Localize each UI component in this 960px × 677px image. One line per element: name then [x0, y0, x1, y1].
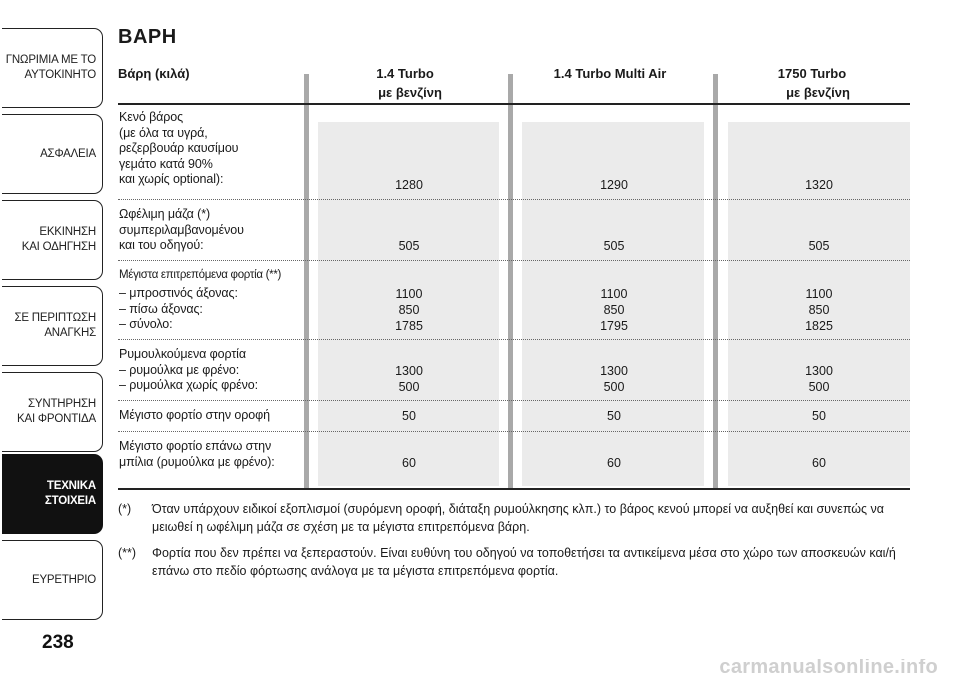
table-cell: 1320	[805, 178, 833, 192]
row-label-title: Μέγιστα επιτρεπόμενα φορτία (**)	[119, 269, 282, 281]
row-label: Ρυμουλκούμενα φορτία – ρυμούλκα με φρένο: – ρυμούλκα χωρίς φρένο:	[119, 347, 258, 392]
row-label: Μέγιστο φορτίο επάνω στην μπίλια (ρυμούλκα με φρένο):	[119, 439, 275, 469]
tab-getting-to-know[interactable]: ΓΝΩΡΙΜΙΑ ΜΕ ΤΟ ΑΥΤΟΚΙΝΗΤΟ	[2, 28, 103, 108]
tab-starting-driving[interactable]: ΕΚΚΙΝΗΣΗ ΚΑΙ ΟΔΗΓΗΣΗ	[2, 200, 103, 280]
table-cell: 1300 500	[600, 364, 628, 394]
table-cell: 505	[808, 239, 830, 253]
watermark: carmanualsonline.info	[719, 659, 938, 677]
row-label: Μέγιστο φορτίο στην οροφή	[119, 408, 270, 422]
watermark-banner	[0, 659, 960, 677]
table-cell: 1290	[600, 178, 628, 192]
table-cell: 50	[812, 409, 826, 423]
column-header-name: 1750 Turbo	[777, 66, 847, 81]
column-header-name: 1.4 Turbo Multi Air	[553, 66, 667, 81]
table-cell: 50	[607, 409, 621, 423]
table-cell: 1100 850 1825	[805, 287, 833, 333]
table-cell: 60	[812, 456, 826, 470]
table-cell: 1300 500	[395, 364, 423, 394]
table-cell: 1300 500	[805, 364, 833, 394]
row-divider	[118, 260, 910, 261]
footnote	[118, 500, 910, 536]
table-cell: 1100 850 1795	[600, 287, 628, 333]
row-divider	[118, 431, 910, 432]
column-header-name: 1.4 Turbo	[376, 66, 434, 81]
column-divider	[713, 74, 718, 490]
footnote-text: Φορτία που δεν πρέπει να ξεπεραστούν. Είναι ευθύνη του οδηγού να τοποθετήσει τα αντικείμενα μέσα στο χώρο των αποσκευών και/ή επάνω στο πεδίο φόρτωσης ανάλογα με τα μέγιστα επιτρεπόμενα φορτία.	[152, 546, 896, 578]
table-cell: 60	[607, 456, 621, 470]
table-cell: 505	[398, 239, 420, 253]
column-header-sub: με βενζίνη	[378, 85, 442, 100]
footnote	[118, 544, 910, 580]
tab-index[interactable]: ΕΥΡΕΤΗΡΙΟ	[2, 540, 103, 620]
table-cell: 50	[402, 409, 416, 423]
row-divider	[118, 199, 910, 200]
row-divider	[118, 339, 910, 340]
footnote-text: Όταν υπάρχουν ειδικοί εξοπλισμοί (συρόμενη οροφή, διάταξη ρυμούλκησης κλπ.) το βάρος κενού μπορεί να αυξηθεί και συνεπώς να μειωθεί η ωφέλιμη μάζα σε σχέση με τα μέγιστα επιτρεπόμενα βάρη.	[152, 502, 885, 534]
page-number: 238	[42, 632, 74, 653]
footnote-mark: (*)	[118, 502, 132, 516]
row-label: Ωφέλιμη μάζα (*) συμπεριλαμβανομένου και του οδηγού:	[119, 207, 244, 252]
table-cell: 60	[402, 456, 416, 470]
tab-emergency[interactable]: ΣΕ ΠΕΡΙΠΤΩΣΗ ΑΝΑΓΚΗΣ	[2, 286, 103, 366]
header-rule	[118, 103, 910, 105]
column-header-sub: με βενζίνη	[786, 85, 850, 100]
table-cell: 1100 850 1785	[395, 287, 423, 333]
tab-safety[interactable]: ΑΣΦΑΛΕΙΑ	[2, 114, 103, 194]
table-cell: 505	[603, 239, 625, 253]
table-bottom-rule	[118, 488, 910, 490]
row-label: – μπροστινός άξονας: – πίσω άξονας: – σύνολο:	[119, 286, 238, 331]
tab-technical-data[interactable]: ΤΕΧΝΙΚΑ ΣΤΟΙΧΕΙΑ	[2, 454, 103, 534]
table-cell: 1280	[395, 178, 423, 192]
row-divider	[118, 400, 910, 401]
table-label-header: Βάρη (κιλά)	[118, 66, 190, 81]
footnote-mark: (**)	[118, 546, 137, 560]
tab-maintenance[interactable]: ΣΥΝΤΗΡΗΣΗ ΚΑΙ ΦΡΟΝΤΙΔΑ	[2, 372, 103, 452]
page-title: ΒΑΡΗ	[118, 26, 177, 48]
row-label: Κενό βάρος (με όλα τα υγρά, ρεζερβουάρ καυσίμου γεμάτο κατά 90% και χωρίς optional):	[119, 110, 239, 186]
column-divider	[508, 74, 513, 490]
